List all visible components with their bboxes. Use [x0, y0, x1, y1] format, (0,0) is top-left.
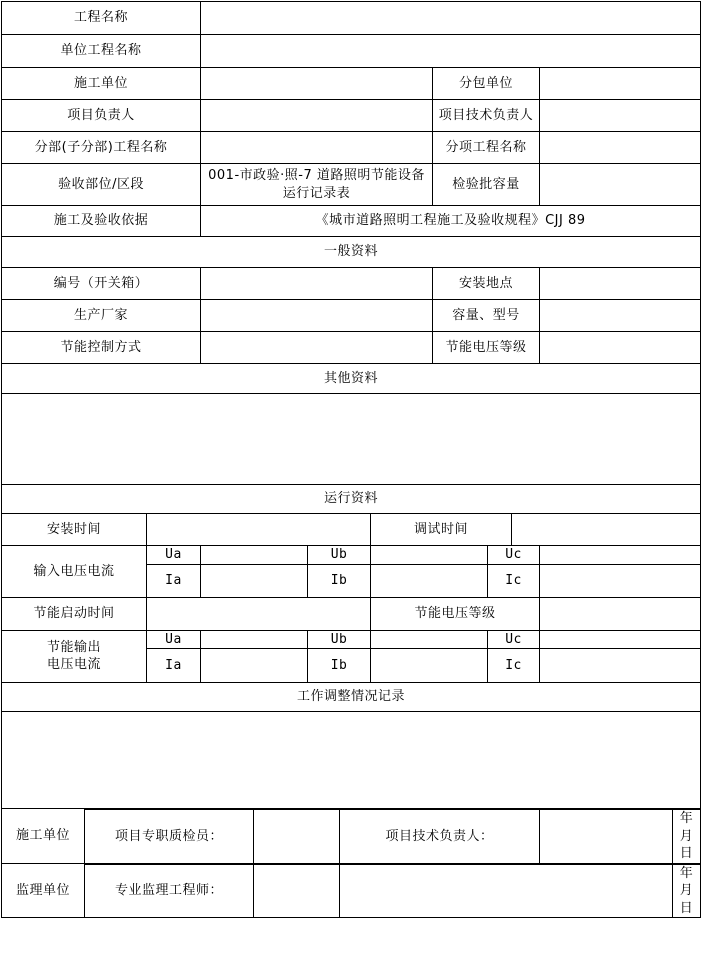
label-input-ua: Ua	[147, 546, 201, 565]
input-box-number[interactable]	[201, 268, 433, 300]
input-input-ua[interactable]	[201, 546, 308, 565]
input-output-ic[interactable]	[540, 649, 701, 683]
table-row-basis	[2, 206, 701, 237]
label-debug-time: 调试时间	[371, 514, 512, 546]
label-construction-tech-lead: 项目技术负责人：	[340, 810, 540, 864]
label-subitem-project-name: 分项工程名称	[433, 132, 540, 164]
label-energy-output-line2: 电压电流	[46, 657, 101, 673]
input-project-leader[interactable]	[201, 100, 433, 132]
input-contractor[interactable]	[201, 68, 433, 100]
table-row-other-data-area	[2, 394, 701, 485]
label-box-number: 编号（开关箱）	[2, 268, 201, 300]
label-input-ib: Ib	[308, 564, 371, 597]
input-install-time[interactable]	[147, 514, 371, 546]
label-input-ic: Ic	[488, 564, 540, 597]
section-title-other-data: 其他资料	[2, 364, 701, 394]
label-output-ua: Ua	[147, 630, 201, 649]
input-quality-inspector[interactable]	[254, 810, 340, 864]
input-supervision-blank[interactable]	[340, 864, 673, 918]
table-row-contractor	[2, 68, 701, 100]
table-row-construction-signature	[2, 810, 701, 864]
table-row-project-name	[2, 2, 701, 35]
label-install-location: 安装地点	[433, 268, 540, 300]
label-input-uc: Uc	[488, 546, 540, 565]
value-basis-standard: 《城市道路照明工程施工及验收规程》CJJ 89	[201, 206, 701, 237]
label-output-ub: Ub	[308, 630, 371, 649]
input-output-ua[interactable]	[201, 630, 308, 649]
input-energy-start-time[interactable]	[147, 597, 371, 630]
label-manufacturer: 生产厂家	[2, 300, 201, 332]
label-contractor: 施工单位	[2, 68, 201, 100]
label-unit-project-name: 单位工程名称	[2, 35, 201, 68]
input-install-location[interactable]	[540, 268, 701, 300]
table-row-adjust-area	[2, 712, 701, 809]
input-batch-capacity[interactable]	[540, 164, 701, 206]
table-row-energy-start-time	[2, 597, 701, 630]
date-supervision[interactable]: 年 月 日	[673, 864, 701, 918]
input-output-ub[interactable]	[371, 630, 488, 649]
label-input-ub: Ub	[308, 546, 371, 565]
table-row-acceptance-part	[2, 164, 701, 206]
input-project-name[interactable]	[201, 2, 701, 35]
label-project-tech-leader: 项目技术负责人	[433, 100, 540, 132]
label-output-ia: Ia	[147, 649, 201, 683]
input-energy-voltage-level[interactable]	[540, 332, 701, 364]
table-row-adjust-title	[2, 683, 701, 712]
input-input-uc[interactable]	[540, 546, 701, 565]
table-row-box-number	[2, 268, 701, 300]
input-output-ia[interactable]	[201, 649, 308, 683]
label-energy-start-time: 节能启动时间	[2, 597, 147, 630]
input-subitem-project-name[interactable]	[540, 132, 701, 164]
input-input-ub[interactable]	[371, 546, 488, 565]
input-supervision-engineer[interactable]	[254, 864, 340, 918]
label-acceptance-part: 验收部位/区段	[2, 164, 201, 206]
input-input-ic[interactable]	[540, 564, 701, 597]
section-title-general: 一般资料	[2, 237, 701, 268]
label-energy-control-mode: 节能控制方式	[2, 332, 201, 364]
input-division-project-name[interactable]	[201, 132, 433, 164]
section-title-work-adjustment: 工作调整情况记录	[2, 683, 701, 712]
table-row-manufacturer	[2, 300, 701, 332]
label-input-ia: Ia	[147, 564, 201, 597]
label-quality-inspector: 项目专职质检员：	[85, 810, 254, 864]
label-energy-output-line1: 节能输出	[46, 639, 101, 655]
table-row-install-time	[2, 514, 701, 546]
label-energy-voltage-level: 节能电压等级	[433, 332, 540, 364]
label-capacity-model: 容量、型号	[433, 300, 540, 332]
section-title-operation: 运行资料	[2, 485, 701, 514]
label-division-project-name: 分部(子分部)工程名称	[2, 132, 201, 164]
input-manufacturer[interactable]	[201, 300, 433, 332]
label-project-leader: 项目负责人	[2, 100, 201, 132]
label-output-ib: Ib	[308, 649, 371, 683]
input-debug-time[interactable]	[512, 514, 701, 546]
label-input-voltage-current: 输入电压电流	[2, 546, 147, 598]
table-row-operation-section	[2, 485, 701, 514]
label-supervision-unit: 监理单位	[2, 863, 85, 918]
label-batch-capacity: 检验批容量	[433, 164, 540, 206]
input-energy-voltage-level-2[interactable]	[540, 597, 701, 630]
label-project-name: 工程名称	[2, 2, 201, 35]
table-row-other-data-title	[2, 364, 701, 394]
table-row-unit-project-name	[2, 35, 701, 68]
table-row-general-section	[2, 237, 701, 268]
input-project-tech-leader[interactable]	[540, 100, 701, 132]
label-basis: 施工及验收依据	[2, 206, 201, 237]
label-supervision-engineer: 专业监理工程师：	[85, 864, 254, 918]
input-subcontractor[interactable]	[540, 68, 701, 100]
table-row-control-mode	[2, 332, 701, 364]
inspection-form-table	[1, 1, 701, 918]
input-other-data[interactable]	[2, 394, 701, 485]
label-output-uc: Uc	[488, 630, 540, 649]
label-output-ic: Ic	[488, 649, 540, 683]
table-row-supervision-signature	[2, 864, 701, 918]
label-install-time: 安装时间	[2, 514, 147, 546]
input-input-ia[interactable]	[201, 564, 308, 597]
label-energy-voltage-level-2: 节能电压等级	[371, 597, 540, 630]
input-acceptance-part[interactable]: 001-市政验·照-7 道路照明节能设备运行记录表	[201, 164, 433, 206]
input-output-ib[interactable]	[371, 649, 488, 683]
input-input-ib[interactable]	[371, 564, 488, 597]
input-work-adjustment[interactable]	[2, 712, 701, 809]
date-construction[interactable]: 年 月 日	[673, 810, 701, 864]
table-row-input-voltage	[2, 546, 701, 565]
input-capacity-model[interactable]	[540, 300, 701, 332]
table-row-division-name	[2, 132, 701, 164]
label-construction-unit: 施工单位	[2, 809, 85, 864]
table-row-project-leader	[2, 100, 701, 132]
table-row-output-voltage	[2, 630, 701, 649]
input-unit-project-name[interactable]	[201, 35, 701, 68]
input-energy-control-mode[interactable]	[201, 332, 433, 364]
input-construction-tech-lead[interactable]	[540, 810, 673, 864]
label-subcontractor: 分包单位	[433, 68, 540, 100]
label-energy-output-voltage-current	[2, 630, 147, 683]
input-output-uc[interactable]	[540, 630, 701, 649]
